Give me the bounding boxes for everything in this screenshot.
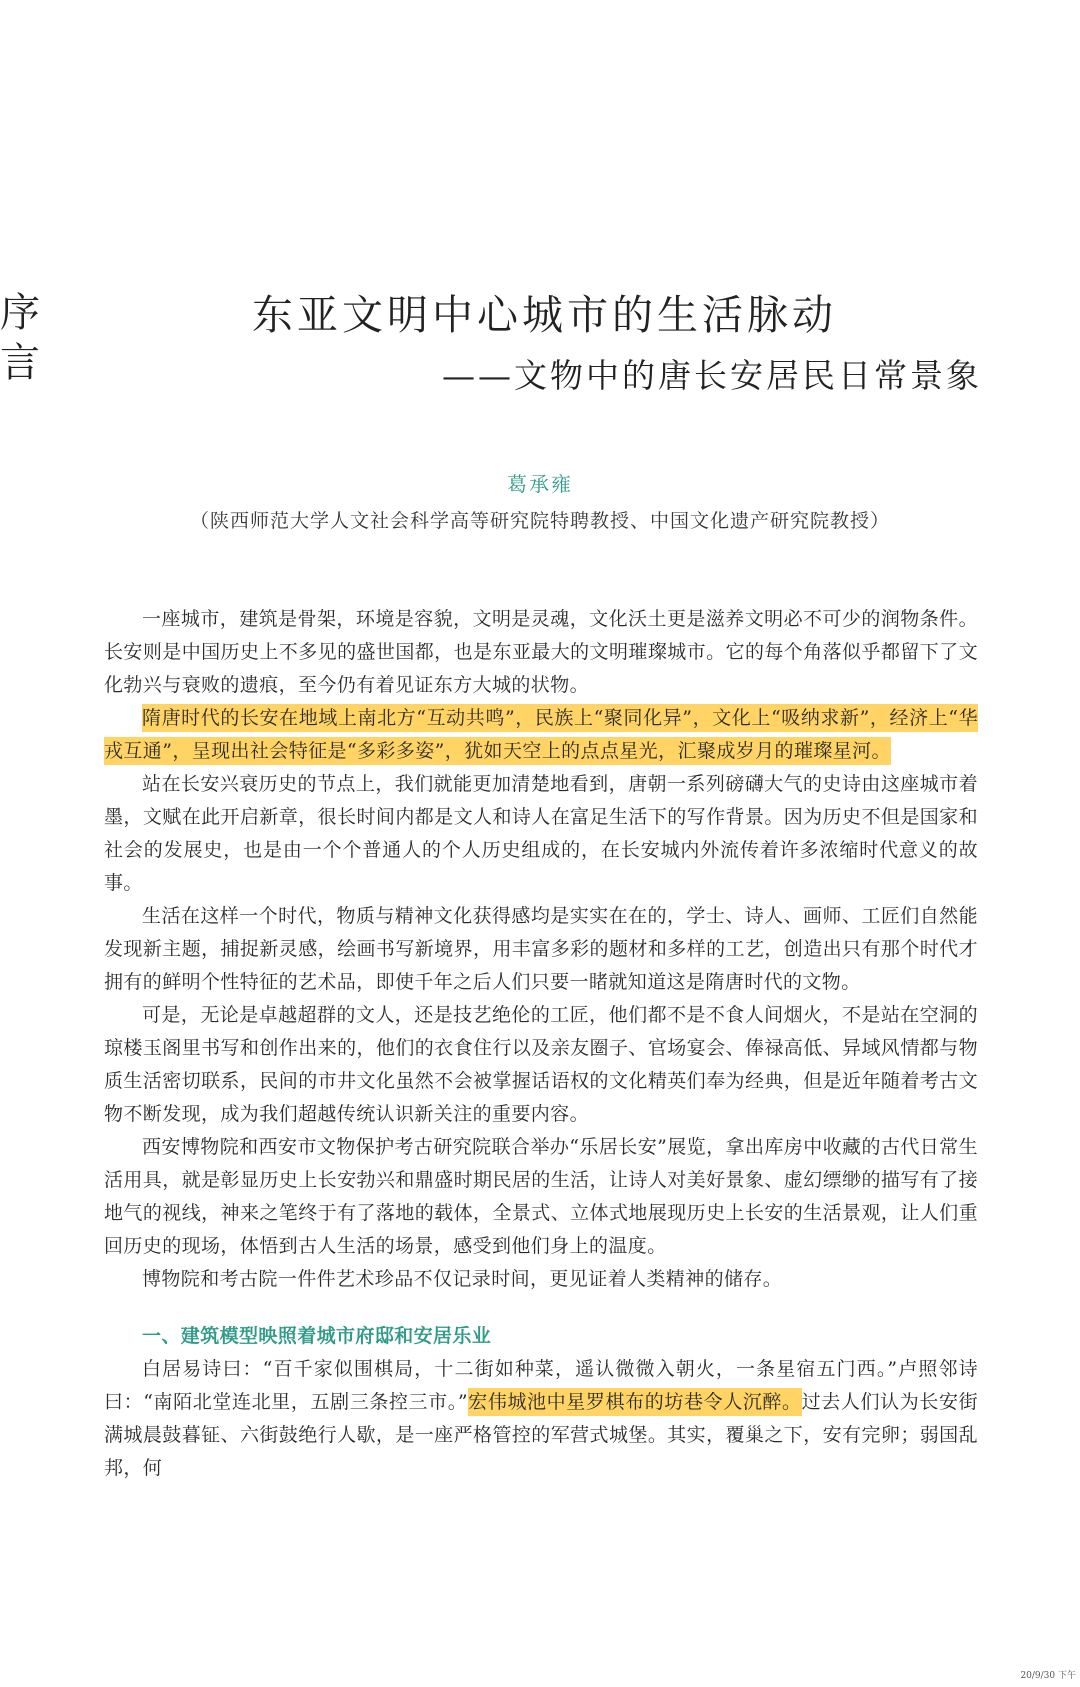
preface-side-label bbox=[0, 288, 40, 388]
article-subtitle: ——文物中的唐长安居民日常景象 bbox=[442, 356, 982, 395]
section-1-text-before: 白居易诗曰：“百千家似围棋局，十二街如种菜，遥认微微入朝火，一条星宿五门西。”卢照邻诗曰：“南陌北堂连北里，五剧三条控三市。” bbox=[104, 1358, 978, 1413]
article-body bbox=[104, 603, 978, 1485]
article-title: 东亚文明中心城市的生活脉动 bbox=[252, 291, 837, 339]
highlight-paragraph-2: 隋唐时代的长安在地域上南北方“互动共鸣”，民族上“聚同化异”，文化上“吸纳求新”，经济上“华戎互通”，呈现出社会特征是“多彩多姿”，犹如天空上的点点星光，汇聚成岁月的璀璨星河。 bbox=[104, 704, 978, 765]
paragraph-7: 博物院和考古院一件件艺术珍品不仅记录时间，更见证着人类精神的储存。 bbox=[142, 1268, 783, 1290]
paragraph-6: 西安博物院和西安市文物保护考古研究院联合举办“乐居长安”展览，拿出库房中收藏的古代日常生活用具，就是彰显历史上长安勃兴和鼎盛时期民居的生活，让诗人对美好景象、虚幻缥缈的描写有了接地气的视线，神来之笔终于有了落地的载体，全景式、立体式地展现历史上长安的生活景观，让人们重回历史的现场，体悟到古人生活的场景，感受到他们身上的温度。 bbox=[104, 1136, 978, 1257]
author-affiliation: （陕西师范大学人文社会科学高等研究院特聘教授、中国文化遗产研究院教授） bbox=[189, 510, 890, 532]
side-label-char-2: 言 bbox=[0, 340, 40, 386]
section-1-heading: 一、建筑模型映照着城市府邸和安居乐业 bbox=[142, 1325, 492, 1347]
highlight-section-1: 宏伟城池中星罗棋布的坊巷令人沉醉。 bbox=[468, 1388, 802, 1416]
section-1-text-after: 过去人们认为长安街满城晨鼓暮钲、六街鼓绝行人歇，是一座严格管控的军营式城堡。其实，覆巢之下，安有完卵；弱国乱邦，何 bbox=[104, 1391, 978, 1479]
side-label-char-1: 序 bbox=[0, 290, 40, 336]
paragraph-3: 站在长安兴衰历史的节点上，我们就能更加清楚地看到，唐朝一系列磅礴大气的史诗由这座城市着墨，文赋在此开启新章，很长时间内都是文人和诗人在富足生活下的写作背景。因为历史不但是国家和社会的发展史，也是由一个个普通人的个人历史组成的，在长安城内外流传着许多浓缩时代意义的故事。 bbox=[104, 773, 978, 894]
paragraph-1: 一座城市，建筑是骨架，环境是容貌，文明是灵魂，文化沃土更是滋养文明必不可少的润物条件。长安则是中国历史上不多见的盛世国都，也是东亚最大的文明璀璨城市。它的每个角落似乎都留下了文化勃兴与衰败的遗痕，至今仍有着见证东方大城的状物。 bbox=[104, 608, 978, 696]
author-name: 葛承雍 bbox=[507, 472, 573, 496]
timestamp-footer: 20/9/30 下午 bbox=[1020, 1671, 1076, 1681]
paragraph-4: 生活在这样一个时代，物质与精神文化获得感均是实实在在的，学士、诗人、画师、工匠们自然能发现新主题，捕捉新灵感，绘画书写新境界，用丰富多彩的题材和多样的工艺，创造出只有那个时代才拥有的鲜明个性特征的艺术品，即使千年之后人们只要一睹就知道这是隋唐时代的文物。 bbox=[104, 905, 978, 993]
paragraph-2 bbox=[104, 702, 978, 768]
section-1-paragraph bbox=[104, 1353, 978, 1485]
paragraph-5: 可是，无论是卓越超群的文人，还是技艺绝伦的工匠，他们都不是不食人间烟火，不是站在空洞的琼楼玉阁里书写和创作出来的，他们的衣食住行以及亲友圈子、官场宴会、俸禄高低、异域风情都与物质生活密切联系，民间的市井文化虽然不会被掌握话语权的文化精英们奉为经典，但是近年随着考古文物不断发现，成为我们超越传统认识新关注的重要内容。 bbox=[104, 1004, 978, 1125]
